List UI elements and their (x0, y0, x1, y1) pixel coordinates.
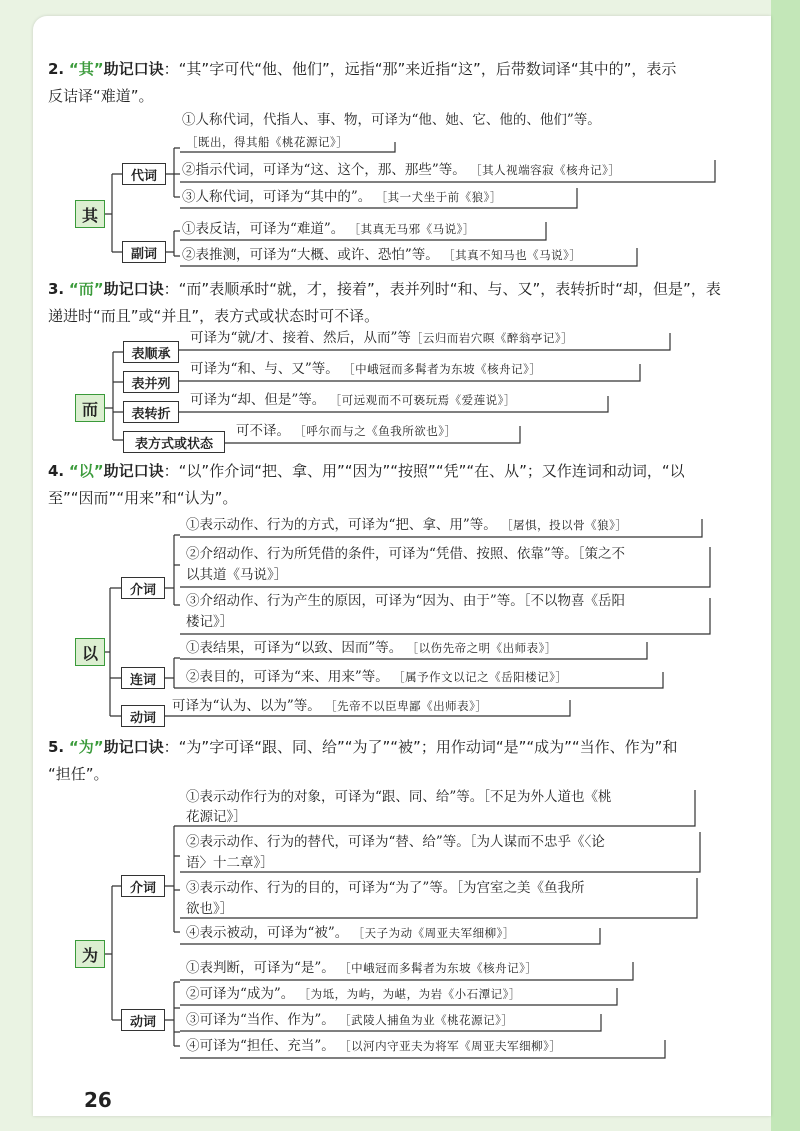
usage-item: ①表示动作、行为的方式，可译为“把、拿、用”等。 ［屠惧，投以骨《狼》］ (186, 517, 628, 533)
usage-item: ③介绍动作、行为产生的原因，可译为“因为、由于”等。［不以物喜《岳阳 (186, 593, 626, 609)
usage-item: ③表示动作、行为的目的，可译为“为了”等。［为宫室之美《鱼我所 (186, 880, 585, 896)
usage-item: ④表示被动，可译为“被”。 ［天子为动《周亚夫军细柳》］ (186, 925, 515, 941)
root-char-qi: 其 (75, 200, 105, 228)
category-pronoun: 代词 (122, 163, 166, 185)
usage-item: ②可译为“成为”。 ［为坻，为屿，为嵁，为岩《小石潭记》］ (186, 986, 521, 1002)
category-conjunction: 连词 (121, 667, 165, 689)
section-4-heading (48, 458, 748, 512)
usage-item: 可不译。 ［呼尔而与之《鱼我所欲也》］ (236, 423, 457, 439)
mnemonic-label: 助记口诀 (103, 60, 164, 78)
root-char-er: 而 (75, 394, 105, 422)
usage-item: ①表判断，可译为“是”。 ［中峨冠而多髯者为东坡《核舟记》］ (186, 960, 538, 976)
category-verb: 动词 (121, 1009, 165, 1031)
mnemonic-label: 助记口诀 (103, 462, 164, 480)
usage-item: ①人称代词，代指人、事、物，可译为“他、她、它、他的、他们”等。 (182, 112, 601, 128)
usage-item: 可译为“和、与、又”等。 ［中峨冠而多髯者为东坡《核舟记》］ (190, 361, 542, 377)
usage-item: ②指示代词，可译为“这、这个，那、那些”等。 ［其人视端容寂《核舟记》］ (182, 162, 621, 178)
section-number: 3. (48, 280, 65, 298)
section-number: 5. (48, 738, 65, 756)
category-preposition: 介词 (121, 875, 165, 897)
mnemonic-label: 助记口诀 (103, 738, 164, 756)
page-number: 26 (84, 1088, 112, 1112)
root-char-yi: 以 (75, 638, 105, 666)
usage-item: ③人称代词，可译为“其中的”。 ［其一犬坐于前《狼》］ (182, 189, 502, 205)
usage-item: ③可译为“当作、作为”。 ［武陵人捕鱼为业《桃花源记》］ (186, 1012, 514, 1028)
usage-item-cont: 以其道《马说》］ (186, 567, 288, 583)
usage-item: ①表示动作行为的对象，可译为“跟、同、给”等。［不足为外人道也《桃 (186, 789, 612, 805)
section-number: 2. (48, 60, 65, 78)
section-3-heading (48, 276, 748, 330)
section-keyword: “以” (68, 462, 104, 480)
section-keyword: “而” (68, 280, 104, 298)
section-keyword: “为” (68, 738, 104, 756)
usage-item: ①表结果，可译为“以致、因而”等。 ［以伤先帝之明《出师表》］ (186, 640, 557, 656)
usage-item: ②表推测，可译为“大概、或许、恐怕”等。 ［其真不知马也《马说》］ (182, 247, 582, 263)
usage-item: ①表反诘，可译为“难道”。 ［其真无马邪《马说》］ (182, 221, 475, 237)
root-char-wei: 为 (75, 940, 105, 968)
section-number: 4. (48, 462, 65, 480)
usage-item: ②表示动作、行为的替代，可译为“替、给”等。［为人谋而不忠乎《〈论 (186, 834, 605, 850)
mnemonic-rule: ：“其”字可代“他、他们”，远指“那”来近指“这”，后带数词译“其中的”，表示 (163, 60, 677, 78)
mnemonic-rule-cont: 递进时“而且”或“并且”，表方式或状态时可不译。 (48, 307, 380, 325)
usage-item-cont: 欲也》］ (186, 901, 234, 917)
category-sequential: 表顺承 (123, 341, 179, 363)
mnemonic-rule: ：“以”作介词“把、拿、用”“因为”“按照”“凭”“在、从”；又作连词和动词，“以 (163, 462, 685, 480)
usage-item: ④可译为“担任、充当”。 ［以河内守亚夫为将军《周亚夫军细柳》］ (186, 1038, 562, 1054)
usage-item: ②表目的，可译为“来、用来”等。 ［属予作文以记之《岳阳楼记》］ (186, 669, 568, 685)
usage-item: ②介绍动作、行为所凭借的条件，可译为“凭借、按照、依靠”等。［策之不 (186, 546, 626, 562)
section-2-heading (48, 56, 748, 110)
usage-item: 可译为“就/才、接着、然后，从而”等［云归而岩穴暝《醉翁亭记》］ (190, 330, 574, 346)
category-adverb: 副词 (122, 241, 166, 263)
usage-item: 可译为“却、但是”等。 ［可远观而不可亵玩焉《爱莲说》］ (190, 392, 516, 408)
category-manner: 表方式或状态 (123, 431, 225, 453)
mnemonic-rule: ：“为”字可译“跟、同、给”“为了”“被”；用作动词“是”“成为”“当作、作为”和 (163, 738, 678, 756)
category-parallel: 表并列 (123, 371, 179, 393)
mnemonic-rule: ：“而”表顺承时“就，才，接着”，表并列时“和、与、又”，表转折时“却，但是”，表 (163, 280, 721, 298)
section-keyword: “其” (68, 60, 104, 78)
category-preposition: 介词 (121, 577, 165, 599)
mnemonic-rule-cont: “担任”。 (48, 765, 109, 783)
category-verb: 动词 (121, 705, 165, 727)
section-5-heading (48, 734, 748, 788)
usage-item-cont: 楼记》］ (186, 614, 234, 630)
mnemonic-rule-cont: 至”“因而”“用来”和“认为”。 (48, 489, 238, 507)
mnemonic-rule-cont: 反诘译“难道”。 (48, 87, 154, 105)
usage-item-cont: 花源记》］ (186, 809, 247, 825)
usage-item-cont: 语〉十二章》］ (186, 855, 274, 871)
usage-example: ［既出，得其船《桃花源记》］ (186, 135, 349, 149)
mnemonic-label: 助记口诀 (103, 280, 164, 298)
usage-item: 可译为“认为、以为”等。 ［先帝不以臣卑鄙《出师表》］ (172, 698, 488, 714)
category-adversative: 表转折 (123, 401, 179, 423)
